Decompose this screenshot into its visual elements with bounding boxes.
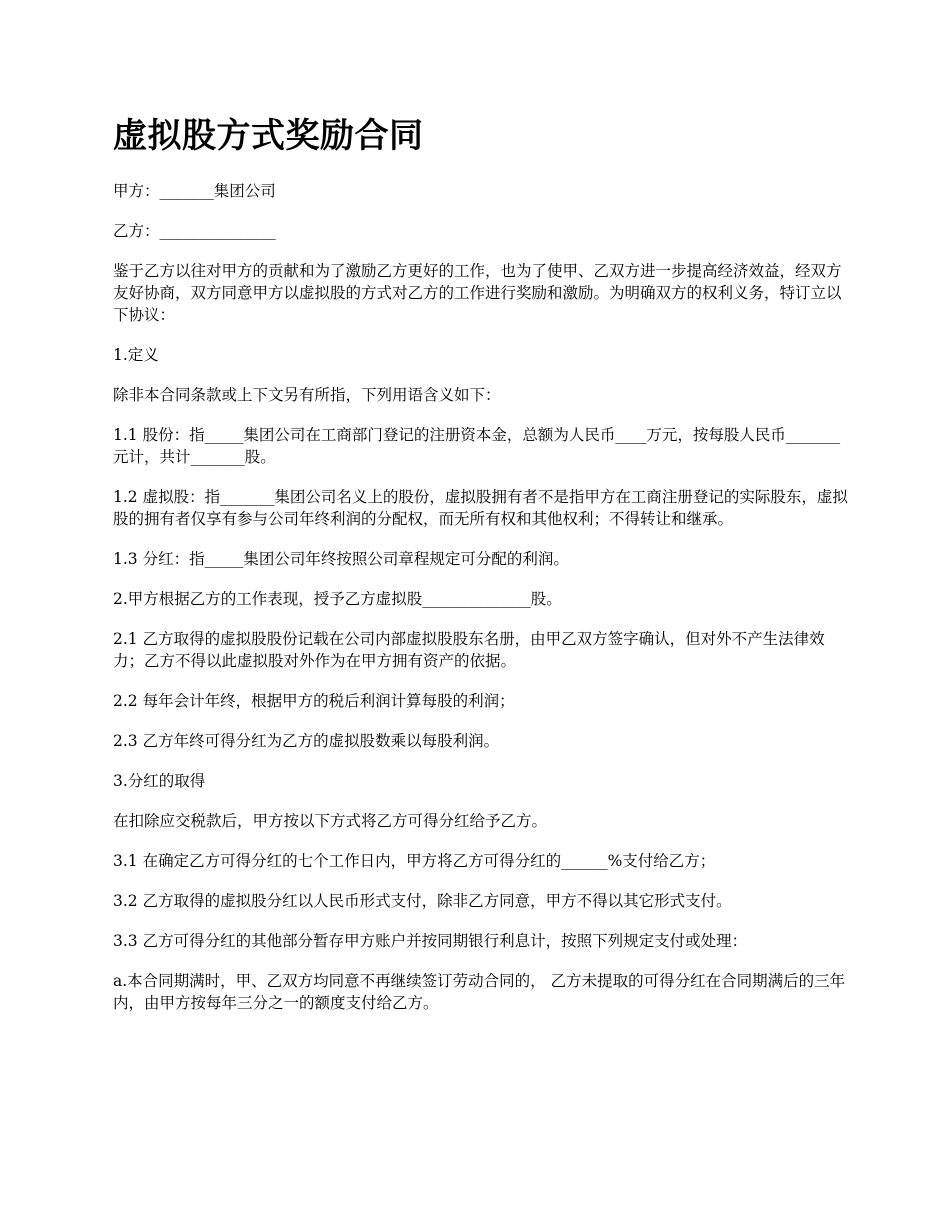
document-title: 虚拟股方式奖励合同 (113, 116, 424, 156)
clause-2-2: 2.2 每年会计年终，根据甲方的税后利润计算每股的利润； (113, 692, 515, 710)
clause-2-1: 2.1 乙方取得的虚拟股股份记载在公司内部虚拟股股东名册，由甲乙双方签字确认，但对外不产生法律效力；乙方不得以此虚拟股对外作为在甲方拥有资产的依据。 (113, 630, 825, 670)
party-b-line: 乙方：_______________ (113, 222, 276, 240)
preamble-paragraph: 鉴于乙方以往对甲方的贡献和为了激励乙方更好的工作，也为了使甲、乙双方进一步提高经济效益，经双方友好协商，双方同意甲方以虚拟股的方式对乙方的工作进行奖励和激励。为明确双方的权利义务，特订立以下协议： (113, 262, 842, 324)
section-heading-dividends: 3.分红的取得 (113, 772, 206, 790)
definitions-intro: 除非本合同条款或上下文另有所指，下列用语含义如下： (113, 386, 501, 404)
clause-1-2: 1.2 虚拟股：指_______集团公司名义上的股份，虚拟股拥有者不是指甲方在工商注册登记的实际股东，虚拟股的拥有者仅享有参与公司年终利润的分配权，而无所有权和其他权利；不得转让和继承。 (113, 488, 848, 528)
clause-2-3: 2.3 乙方年终可得分红为乙方的虚拟股数乘以每股利润。 (113, 732, 500, 750)
clause-3-1: 3.1 在确定乙方可得分红的七个工作日内，甲方将乙方可得分红的______%支付给乙方； (113, 852, 716, 870)
section-heading-definitions: 1.定义 (113, 346, 159, 364)
document-page (113, 112, 848, 1032)
party-a-line: 甲方：_______集团公司 (113, 182, 276, 200)
clause-3-2: 3.2 乙方取得的虚拟股分红以人民币形式支付，除非乙方同意，甲方不得以其它形式支付。 (113, 892, 732, 910)
dividends-intro: 在扣除应交税款后，甲方按以下方式将乙方可得分红给予乙方。 (113, 812, 548, 830)
clause-1-3: 1.3 分红：指_____集团公司年终按照公司章程规定可分配的利润。 (113, 550, 569, 568)
clause-3-3-a: a.本合同期满时，甲、乙双方均同意不再继续签订劳动合同的， 乙方未提取的可得分红在合同期满后的三年内，由甲方按每年三分之一的额度支付给乙方。 (113, 972, 846, 1012)
clause-1-1: 1.1 股份：指_____集团公司在工商部门登记的注册资本金，总额为人民币____万元，按每股人民币_______元计，共计_______股。 (113, 426, 841, 466)
clause-3-3: 3.3 乙方可得分红的其他部分暂存甲方账户并按同期银行利息计，按照下列规定支付或处理： (113, 932, 748, 950)
clause-2: 2.甲方根据乙方的工作表现，授予乙方虚拟股______________股。 (113, 590, 562, 608)
